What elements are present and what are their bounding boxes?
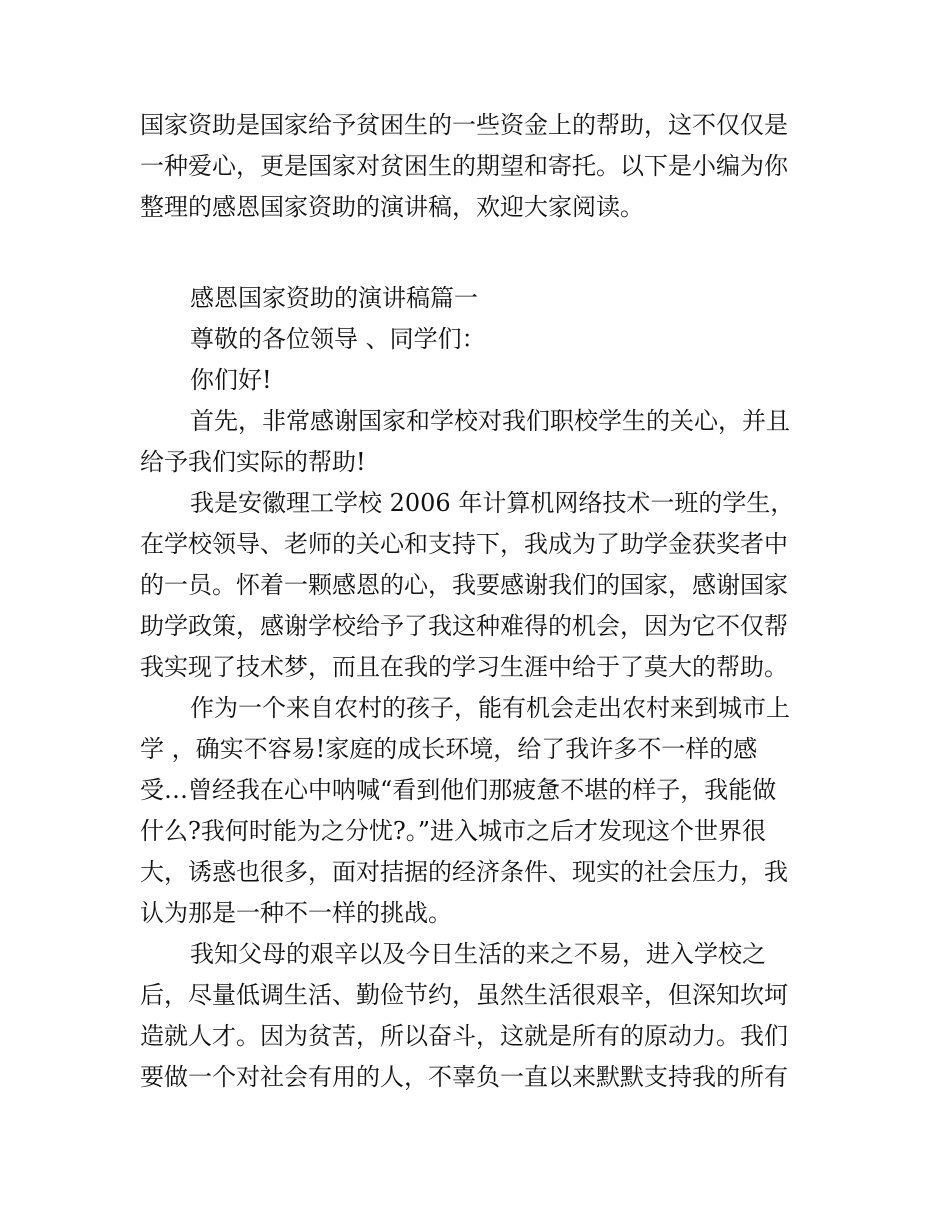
body-paragraph: 作为一个来自农村的孩子，能有机会走出农村来到城市上 学 ，确实不容易!家庭的成长环境，给了我许多不一样的感 受…曾经我在心中呐喊“看到他们那疲惫不堪的样子，我能做 什么?我何时能为之分忧?。”进入城市之后才发现这个世界很 大，诱惑也很多，面对拮据的经济条件、现实的社会压力，我 认为那是一种不一样的挑战。 [140, 694, 790, 927]
salutation: 尊敬的各位领导 、同学们： [190, 325, 486, 353]
greeting: 你们好! [190, 366, 272, 394]
body-paragraph: 首先，非常感谢国家和学校对我们职校学生的关心，并且 给予我们实际的帮助! [140, 407, 790, 476]
intro-section [140, 105, 820, 228]
body-paragraph: 我知父母的艰辛以及今日生活的来之不易，进入学校之 后，尽量低调生活、勤俭节约，虽然生活很艰辛，但深知坎坷 造就人才。因为贫苦，所以奋斗，这就是所有的原动力。我们 要做一个对社会有用的人，不辜负一直以来默默支持我的所有 [140, 940, 788, 1091]
section-title: 感恩国家资助的演讲稿篇一 [190, 284, 478, 312]
body-paragraph: 我是安徽理工学校 2006 年计算机网络技术一班的学生， 在学校领导、老师的关心和支持下，我成为了助学金获奖者中 的一员。怀着一颗感恩的心，我要感谢我们的国家，感谢国家 助学政策，感谢学校给予了我这种难得的机会，因为它不仅帮 我实现了技术梦，而且在我的学习生涯中给于了莫大的帮助。 [140, 489, 795, 681]
speech-section [140, 278, 820, 1098]
intro-paragraph: 国家资助是国家给予贫困生的一些资金上的帮助，这不仅仅是 一种爱心，更是国家对贫困生的期望和寄托。以下是小编为你 整理的感恩国家资助的演讲稿，欢迎大家阅读。 [140, 111, 788, 221]
